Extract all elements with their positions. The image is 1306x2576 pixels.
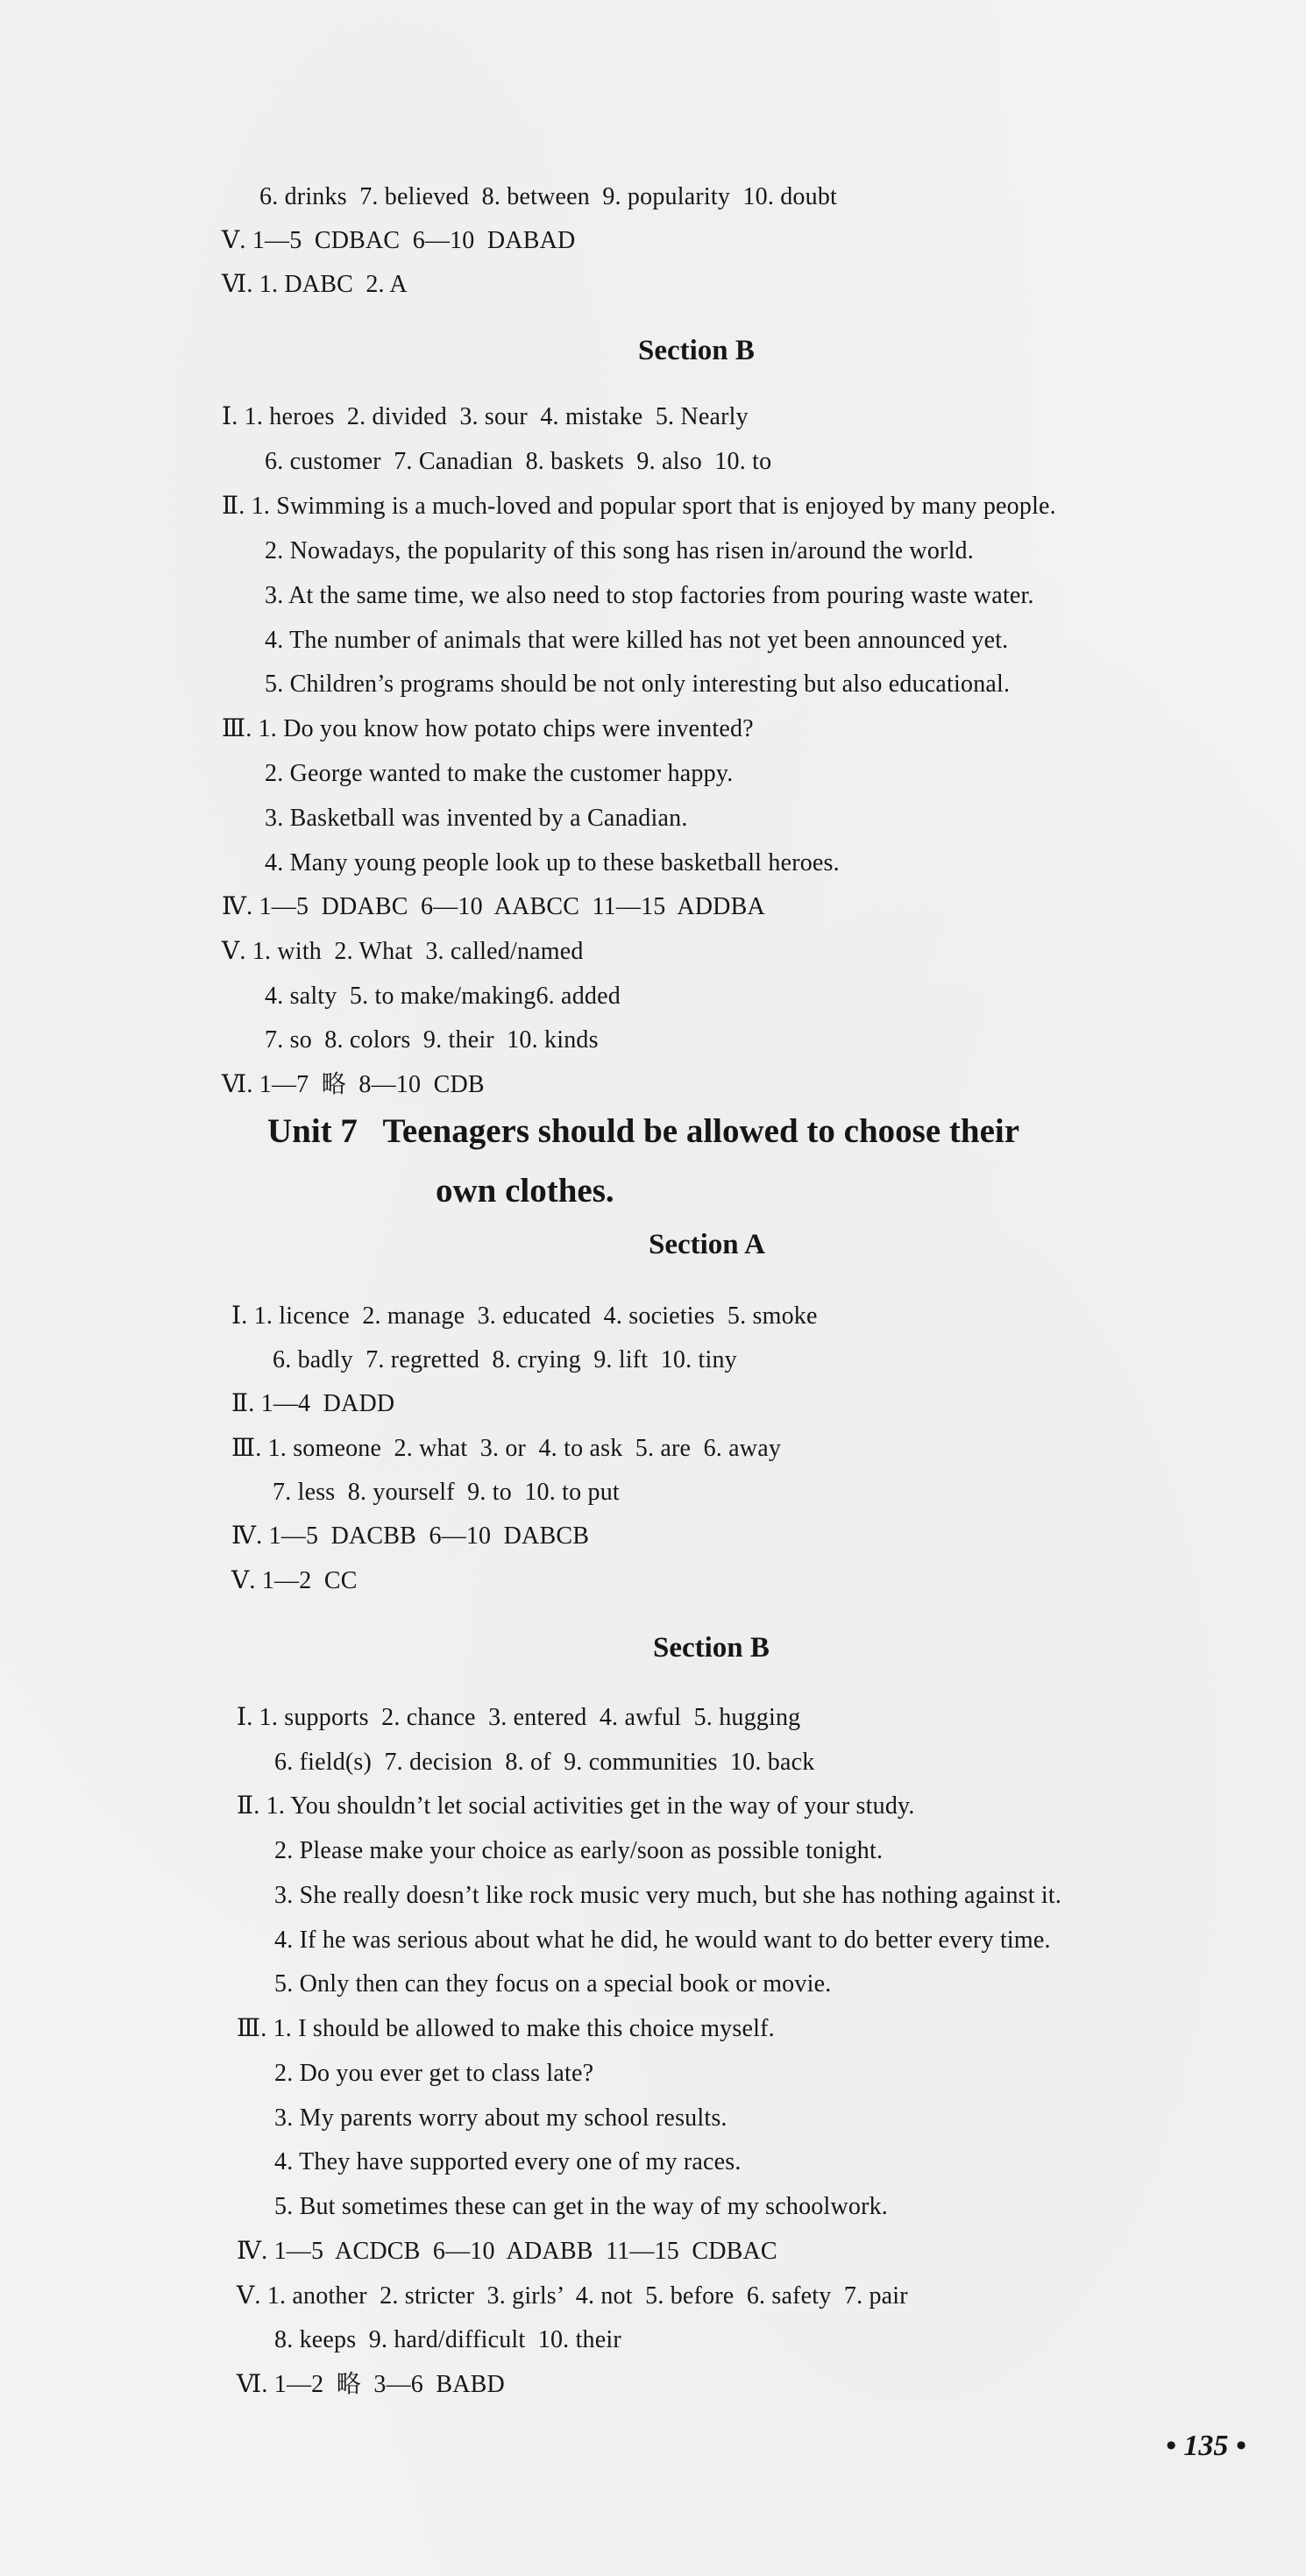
answer-line: 5. Children’s programs should be not only interesting but also educational. [265, 671, 1011, 698]
answer-line: Ⅵ. 1. DABC 2. A [222, 271, 408, 298]
answer-line: Ⅲ. 1. someone 2. what 3. or 4. to ask 5. are 6. away [231, 1435, 782, 1462]
answer-line: Ⅰ. 1. licence 2. manage 3. educated 4. societies 5. smoke [231, 1302, 818, 1330]
answer-line: 6. customer 7. Canadian 8. baskets 9. also 10. to [265, 448, 772, 475]
answer-line: Ⅳ. 1—5 ACDCB 6—10 ADABB 11—15 CDBAC [237, 2238, 777, 2265]
answer-line: Ⅵ. 1—2 略 3—6 BABD [237, 2371, 505, 2398]
answer-line: 2. George wanted to make the customer happy. [265, 760, 734, 787]
answer-line: Ⅴ. 1. another 2. stricter 3. girls’ 4. not 5. before 6. safety 7. pair [237, 2282, 908, 2310]
answer-line: 8. keeps 9. hard/difficult 10. their [274, 2326, 621, 2353]
answer-line: 3. My parents worry about my school results. [274, 2104, 728, 2132]
section-heading: Section A [649, 1229, 765, 1260]
answer-line: 5. Only then can they focus on a special book or movie. [274, 1970, 832, 1998]
answer-line: 2. Nowadays, the popularity of this song has risen in/around the world. [265, 537, 974, 564]
answer-line: 3. She really doesn’t like rock music very much, but she has nothing against it. [274, 1882, 1062, 1909]
answer-line: Ⅳ. 1—5 DDABC 6—10 AABCC 11—15 ADDBA [222, 893, 765, 920]
answer-line: Ⅴ. 1. with 2. What 3. called/named [222, 938, 584, 965]
answer-line: 4. They have supported every one of my races. [274, 2148, 742, 2175]
answer-line: 6. badly 7. regretted 8. crying 9. lift 10. tiny [273, 1346, 737, 1373]
answer-line: Ⅴ. 1—5 CDBAC 6—10 DABAD [222, 227, 576, 254]
unit-title: Unit 7 Teenagers should be allowed to choose their [267, 1112, 1020, 1150]
answer-line: 2. Do you ever get to class late? [274, 2060, 594, 2087]
answer-line: Ⅳ. 1—5 DACBB 6—10 DABCB [231, 1522, 590, 1550]
answer-line: 7. less 8. yourself 9. to 10. to put [273, 1479, 620, 1506]
answer-line: 5. But sometimes these can get in the way of my schoolwork. [274, 2193, 889, 2220]
answer-line: Ⅰ. 1. heroes 2. divided 3. sour 4. mistake 5. Nearly [222, 403, 749, 430]
answer-line: Ⅱ. 1. You shouldn’t let social activities get in the way of your study. [237, 1792, 915, 1820]
answer-line: Ⅱ. 1. Swimming is a much-loved and popular sport that is enjoyed by many people. [222, 493, 1056, 520]
section-heading: Section B [653, 1632, 770, 1664]
answer-line: 3. Basketball was invented by a Canadian. [265, 805, 688, 832]
answer-line: 6. drinks 7. believed 8. between 9. popularity 10. doubt [259, 183, 837, 210]
answer-line: Ⅵ. 1—7 略 8—10 CDB [222, 1071, 485, 1098]
section-heading: Section B [638, 335, 755, 366]
answer-line: 4. The number of animals that were killed has not yet been announced yet. [265, 627, 1009, 654]
answer-line: Ⅴ. 1—2 CC [231, 1567, 358, 1594]
answer-line: 4. salty 5. to make/making6. added [265, 983, 621, 1010]
answer-line: Ⅰ. 1. supports 2. chance 3. entered 4. awful 5. hugging [237, 1704, 801, 1731]
answer-line: 4. If he was serious about what he did, he would want to do better every time. [274, 1927, 1051, 1954]
answer-line: Ⅲ. 1. I should be allowed to make this choice myself. [237, 2015, 775, 2042]
answer-line: 4. Many young people look up to these basketball heroes. [265, 849, 840, 876]
unit-title-continued: own clothes. [436, 1172, 614, 1210]
answer-line: 2. Please make your choice as early/soon as possible tonight. [274, 1837, 884, 1864]
answer-line: Ⅲ. 1. Do you know how potato chips were invented? [222, 715, 754, 742]
answer-line: 6. field(s) 7. decision 8. of 9. communities 10. back [274, 1749, 815, 1776]
page-number: • 135 • [1166, 2430, 1246, 2462]
answer-line: 3. At the same time, we also need to stop factories from pouring waste water. [265, 582, 1034, 609]
answer-line: 7. so 8. colors 9. their 10. kinds [265, 1026, 599, 1054]
answer-line: Ⅱ. 1—4 DADD [231, 1390, 395, 1417]
